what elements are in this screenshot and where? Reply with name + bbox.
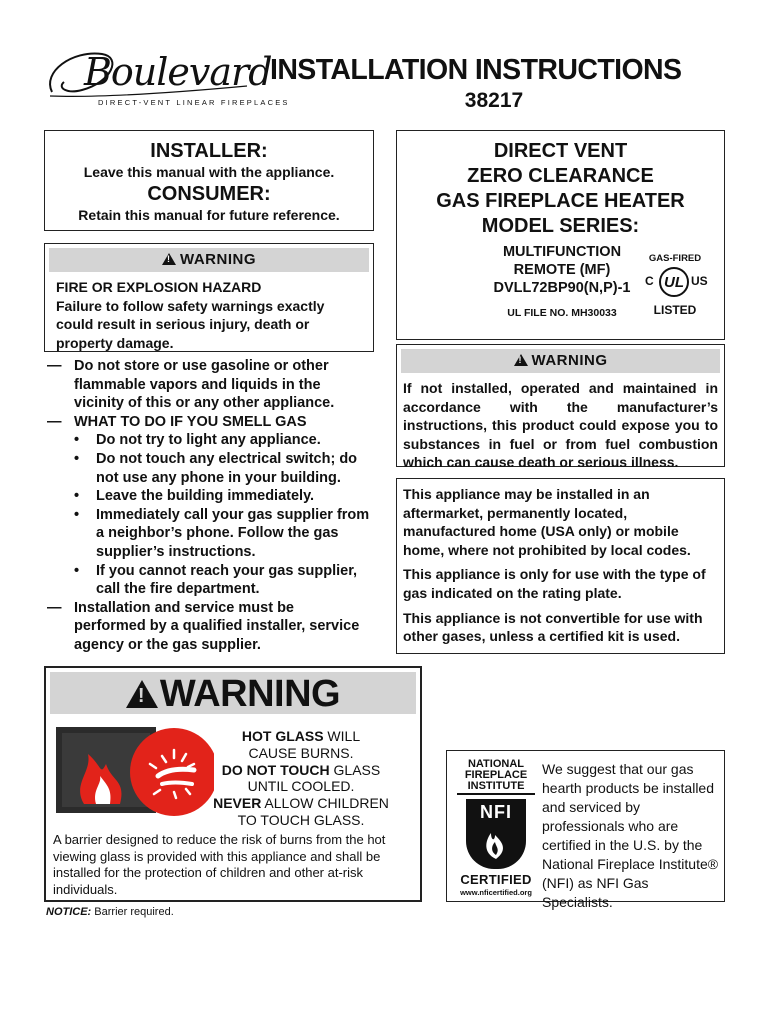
- nfi-shield: [466, 799, 526, 869]
- chemical-warning-label: WARNING: [531, 352, 608, 369]
- ul-file-number: UL FILE NO. MH30033: [507, 307, 617, 319]
- fire-warning-box: [44, 243, 374, 352]
- hot-glass-message: [196, 728, 406, 829]
- logo-tagline: DIRECT-VENT LINEAR FIREPLACES: [98, 98, 290, 107]
- warning-triangle-icon: !: [126, 680, 158, 708]
- hazard-title: FIRE OR EXPLOSION HAZARD: [56, 279, 262, 295]
- brand-logo: [42, 42, 290, 112]
- nfi-logo: [457, 759, 535, 897]
- cert-c: C: [645, 274, 654, 288]
- nfi-text: We suggest that our gas hearth products be installed and serviced by professionals who are certified in the U.S. by the National Fireplace Institute® (NFI) as NFI Gas Specialists.: [542, 761, 719, 910]
- model-line: DVLL72BP90(N,P)-1: [493, 280, 631, 296]
- chemical-warning-text: If not installed, operated and maintained in accordance with the manufacturer’s instructions, this product could expose you to substances in fuel or from fuel combustion which can cause death or serious illness.: [403, 380, 718, 471]
- list-item: — Do not store or use gasoline or other flammable vapors and liquids in the vicinity of this or any other appliance.: [47, 358, 335, 412]
- document-number: 38217: [464, 89, 524, 112]
- nfi-box: [446, 750, 725, 910]
- glass-line: DO NOT TOUCH GLASS: [221, 761, 381, 778]
- list-dash: —: [47, 358, 62, 374]
- page-title: INSTALLATION INSTRUCTIONS: [270, 54, 682, 86]
- flame-icon: [481, 825, 511, 861]
- list-bullet: •: [74, 506, 80, 523]
- nfi-logo-line: FIREPLACE: [464, 769, 528, 781]
- cert-ul: UL: [664, 274, 684, 291]
- list-item: • Immediately call your gas supplier from a neighbor’s phone. Follow the gas supplier’s instructions.: [74, 506, 370, 560]
- consumer-text: Retain this manual for future reference.: [78, 207, 340, 223]
- nfi-url: www.nficertified.org: [460, 888, 532, 897]
- installer-text: Leave this manual with the appliance.: [83, 164, 335, 180]
- list-item: — WHAT TO DO IF YOU SMELL GAS: [47, 413, 307, 430]
- fire-warning-header: [49, 248, 369, 272]
- notice-label: NOTICE:: [46, 906, 92, 918]
- installer-heading: INSTALLER:: [150, 140, 268, 162]
- list-item: • Leave the building immediately.: [74, 488, 315, 505]
- glass-line: CAUSE BURNS.: [248, 744, 354, 761]
- hot-glass-warning-box: [44, 666, 422, 902]
- product-line: GAS FIREPLACE HEATER: [436, 190, 685, 212]
- cert-listed: LISTED: [653, 303, 697, 317]
- list-bullet: •: [74, 450, 80, 467]
- list-item: — Installation and service must be performed by a qualified installer, service agency or the gas supplier.: [47, 599, 360, 653]
- barrier-text: A barrier designed to reduce the risk of burns from the hot viewing glass is provided with this appliance and shall be installed for the protection of children and other at-risk individuals.: [53, 832, 386, 897]
- logo-wordmark: Boulevard: [84, 50, 272, 94]
- product-line: DIRECT VENT: [493, 140, 628, 162]
- ul-circle-icon: [659, 267, 689, 297]
- fire-warning-label: WARNING: [180, 251, 256, 268]
- chemical-warning-box: [396, 344, 725, 471]
- model-line: REMOTE (MF): [513, 262, 611, 278]
- warning-triangle-icon: [514, 354, 528, 366]
- no-touch-burn-icon: [54, 724, 214, 824]
- hazard-text: Failure to follow safety warnings exactly could result in serious injury, death or property damage.: [56, 297, 325, 351]
- audience-box: [44, 130, 374, 231]
- product-box: [396, 130, 725, 340]
- product-title: [397, 139, 724, 239]
- cert-gas-fired: GAS-FIRED: [648, 253, 702, 264]
- ul-certification-mark: [643, 253, 707, 325]
- nfi-certified: CERTIFIED: [460, 872, 532, 887]
- hot-glass-warning-label: WARNING: [159, 673, 341, 715]
- nfi-logo-line: NATIONAL: [467, 758, 524, 770]
- glass-line: TO TOUCH GLASS.: [237, 811, 365, 828]
- warning-triangle-icon: [162, 253, 176, 265]
- installation-info-box: [396, 478, 725, 654]
- info-paragraph: This appliance may be installed in an aftermarket, permanently located, manufactured home (USA only) or mobile home, where not prohibited by local codes.: [403, 486, 691, 558]
- nfi-mark: NFI: [480, 802, 512, 822]
- gas-safety-list: [47, 357, 372, 655]
- notice-line: [46, 906, 174, 918]
- model-block: [467, 243, 657, 319]
- list-dash: —: [47, 599, 62, 616]
- list-bullet: •: [74, 562, 80, 579]
- chemical-warning-header: [401, 349, 720, 373]
- hot-glass-pictogram: [54, 724, 214, 824]
- model-line: MULTIFUNCTION: [502, 244, 622, 260]
- product-line: ZERO CLEARANCE: [467, 165, 654, 187]
- list-bullet: •: [74, 432, 80, 449]
- glass-line: HOT GLASS WILL: [241, 728, 361, 744]
- hot-glass-warning-header: [50, 672, 416, 714]
- glass-line: UNTIL COOLED.: [247, 778, 355, 795]
- info-paragraph: This appliance is only for use with the type of gas indicated on the rating plate.: [403, 566, 706, 601]
- cert-us: US: [691, 274, 708, 288]
- list-item: • Do not touch any electrical switch; do not use any phone in your building.: [74, 450, 358, 486]
- list-item: • If you cannot reach your gas supplier, call the fire department.: [74, 562, 358, 598]
- glass-line: NEVER ALLOW CHILDREN: [213, 795, 389, 812]
- list-bullet: •: [74, 488, 80, 505]
- info-paragraph: This appliance is not convertible for use with other gases, unless a certified kit is used.: [403, 609, 703, 645]
- list-dash: —: [47, 413, 62, 430]
- nfi-logo-line: INSTITUTE: [457, 781, 535, 795]
- consumer-heading: CONSUMER:: [147, 183, 271, 205]
- product-line: MODEL SERIES:: [481, 215, 640, 237]
- list-item: • Do not try to light any appliance.: [74, 432, 321, 449]
- notice-text: Barrier required.: [91, 906, 174, 918]
